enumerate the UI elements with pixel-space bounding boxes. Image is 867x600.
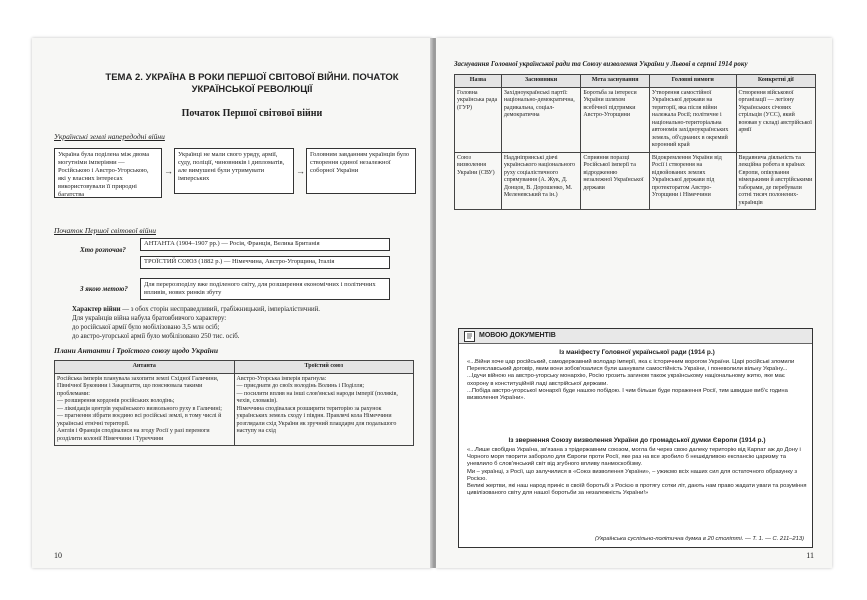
war-line: Для українців війна набула братовбивчого характеру: — [72, 315, 227, 322]
war-character — [72, 306, 412, 315]
who-started-label: Хто розпочав? — [80, 246, 126, 254]
plans-heading: Плани Антанти і Троїстого союзу щодо України — [54, 346, 219, 355]
doc-line: Великі жертви, які наш народ приніс в своїй боротьбі з Росією в протягу сотки літ, дають нам право жадати уваги та розуміння цивілізованого світу для нашої боротьби за незалежність України!» — [467, 483, 807, 497]
table-header: Конкретні дії — [736, 75, 815, 88]
arrow-right-icon: → — [164, 166, 173, 176]
table-cell: Сприяння поразці Російської імперії та відродженню незалежної Української держави — [581, 152, 650, 210]
doc-source: (Українська суспільно-політична думка в 20 столітті. — Т. 1. — С. 211–213) — [594, 535, 804, 542]
subheading-lands: Українські землі напередодні війни — [54, 132, 165, 141]
documents-box — [458, 328, 813, 548]
table-row — [455, 75, 816, 88]
book-spread — [32, 38, 832, 568]
table-cell — [55, 373, 235, 446]
table-cell: Утворення самостійної Української держави на території, яка після війни належала Росії; політичне і національно-територіальна автономія західноукраїнських земель, об'єднаних в окремий коронний край — [649, 87, 736, 152]
plan-line: Німеччина сподівалася розширити територію за рахунок українських земель сходу і півдня. Правлячі кола Німеччини розглядали схід України як зручний плацдарм для подальшого наступу на схід — [236, 405, 397, 434]
table-header: Назва — [455, 75, 502, 88]
table-cell: Наддніпрянські діячі українського національного руху соціалістичного спрямування (А. Жук, Д. Донцов, В. Дорошенко, М. Меленевський та ін.) — [501, 152, 580, 210]
plan-line: — посилити вплив на інші слов'янські народи імперії (поляків, чехів, словаків). — [236, 390, 398, 404]
doc-line: ...Ідучи війною на австро-угорську монархію, Росію грозить загином також українському національному житю, яке має охорону в конституційній ладі австрійської держави. — [467, 373, 785, 387]
doc-line: ...Побіда австро-угорської монархії буде нашою побідою. І чим більше буде пораження Росії, тим швидше вибʼє година визволення України». — [467, 387, 788, 402]
doc-line: «...Лише свобідна Україна, звʼязана з трідержавним союзом, могла би через свою далеку територію від Карпат аж до Дону і Чорного моря творити заборолo для Європи проти Росії, яке раз на все зробило б нешкідливою експансію царизму та уневлило б слов'янський світ від згубного впливу панмоскобізму. — [467, 447, 801, 468]
arrow-right-icon: → — [296, 166, 305, 176]
page-number: 10 — [54, 551, 62, 560]
doc-2-heading: Із звернення Союзу визволення України до громадської думки Європи (1914 р.) — [508, 437, 766, 444]
right-page — [436, 38, 832, 568]
doc-line: Ми – українці, з Росії, що залучилися в «Союз визволення України», – ужиємо всіх наших сил для остаточного образунку з Росією. — [467, 468, 798, 482]
war-line: до російської армії було мобілізовано 3,5 млн осіб; — [72, 324, 220, 331]
table-header: Засновники — [501, 75, 580, 88]
subheading-start: Початок Першої світової війни — [54, 226, 156, 235]
table-cell: Створення військової організації — легіону Українських січових стрільців (УСС), який воював у складі австрійської армії — [736, 87, 815, 152]
table-cell: Видавнича діяльність та лекційна робота в країнах Європи, опікування німецькими й австрійськими таборами, де перебували сотні тисяч полонених-українців — [736, 152, 815, 210]
plan-line: — розширення кордонів російських володінь; — [57, 398, 175, 404]
page-number: 11 — [806, 551, 814, 560]
table-row — [455, 87, 816, 152]
left-page — [32, 38, 432, 568]
document-icon — [464, 331, 475, 342]
table-cell — [234, 373, 414, 446]
table-row — [55, 373, 414, 446]
plan-line: Російська імперія планувала захопити землі Східної Галичини, Північної Буковини і Закарпаття, що пояснювала такими проблемами: — [57, 375, 219, 397]
documents-header — [459, 329, 812, 344]
doc-1-heading: Із маніфесту Головної української ради (1914 р.) — [559, 349, 715, 356]
table-cell: Головна українська рада (ГУР) — [455, 87, 502, 152]
purpose-label: З якою метою? — [80, 285, 128, 293]
table-cell: Західноукраїнські партії: національно-демократична, радикальна, соціал-демократична — [501, 87, 580, 152]
table-row — [455, 152, 816, 210]
war-character-text: — з обох сторін несправедливий, грабіжницький, імперіалістичний. — [120, 306, 320, 313]
table-cell: Боротьба за інтереси України шляхом всебічної підтримки Австро-Угорщини — [581, 87, 650, 152]
war-line: до австро-угорської армії було мобілізовано 250 тис. осіб. — [72, 333, 240, 340]
plans-table — [54, 360, 414, 446]
doc-line: «...Війни хоче цар російський, самодержавний володар імперії, яка є історичним ворогом України. Царі російські зломили Переяславський договір, яким вони зобов'язалися були шанувати самостійність України, і поневолили вільну Україну... — [467, 359, 795, 373]
table-header: Троїстий союз — [234, 361, 414, 374]
plan-line: Англія і Франція сподівалися на згоду Росії у разі перемоги розділити колонії Німеччини і Туреччини — [57, 428, 210, 442]
doc-1-text — [467, 359, 807, 402]
plan-line: — приєднати до своїх володінь Волинь і Поділля; — [236, 383, 365, 389]
table-header: Головні вимоги — [649, 75, 736, 88]
purpose-box: Для перерозподілу вже поділеного світу, для розширення економічних і політичних впливів, нових ринків збуту — [140, 278, 390, 300]
table-header: Мета заснування — [581, 75, 650, 88]
table-cell: Відокремлення України від Росії і створення на відвойованих землях Української держави під протекторатом Австро-Угорщини і Німеччини — [649, 152, 736, 210]
plan-line: — прагнення зібрати воєдино всі російські землі, в тому числі й українські етнічні території. — [57, 413, 222, 427]
plan-line: Австро-Угорська імперія прагнула: — [236, 375, 327, 382]
section-heading: Початок Першої світової війни — [181, 108, 323, 119]
war-character-label: Характер війни — [72, 306, 121, 313]
info-box-task: Головним завданням українців було створення єдиної незалежної соборної України — [306, 148, 416, 194]
page-title: ТЕМА 2. УКРАЇНА В РОКИ ПЕРШОЇ СВІТОВОЇ ВІЙНИ. ПОЧАТОК УКРАЇНСЬКОЇ РЕВОЛЮЦІЇ — [105, 72, 399, 95]
documents-title: МОВОЮ ДОКУМЕНТІВ — [479, 332, 556, 339]
doc-2-text — [467, 447, 807, 497]
info-box-government: Українці не мали свого уряду, армії, суду, поліції, чиновників і дипломатів, але вимушені були утримувати імперських — [174, 148, 294, 194]
table-caption: Заснування Головної української ради та Союзу визволення України у Львові в серпні 1914 року — [454, 60, 748, 68]
table-cell: Союз визволення України (СВУ) — [455, 152, 502, 210]
triple-alliance-box: ТРОЇСТИЙ СОЮЗ (1882 р.) — Німеччина, Австро-Угорщина, Італія — [140, 256, 390, 269]
info-box-division: Україна була поділена між двома могутніми імперіями — Російською і Австро-Угорською, які у власних інтересах використовували її природні багатства — [54, 148, 162, 198]
table-row — [55, 361, 414, 374]
table-header: Антанта — [55, 361, 235, 374]
organizations-table — [454, 74, 816, 210]
plan-line: — ліквідація центрів українського визвольного руху в Галичині; — [57, 405, 222, 412]
entente-box: АНТАНТА (1904–1907 рр.) — Росія, Франція, Велика Британія — [140, 238, 390, 251]
